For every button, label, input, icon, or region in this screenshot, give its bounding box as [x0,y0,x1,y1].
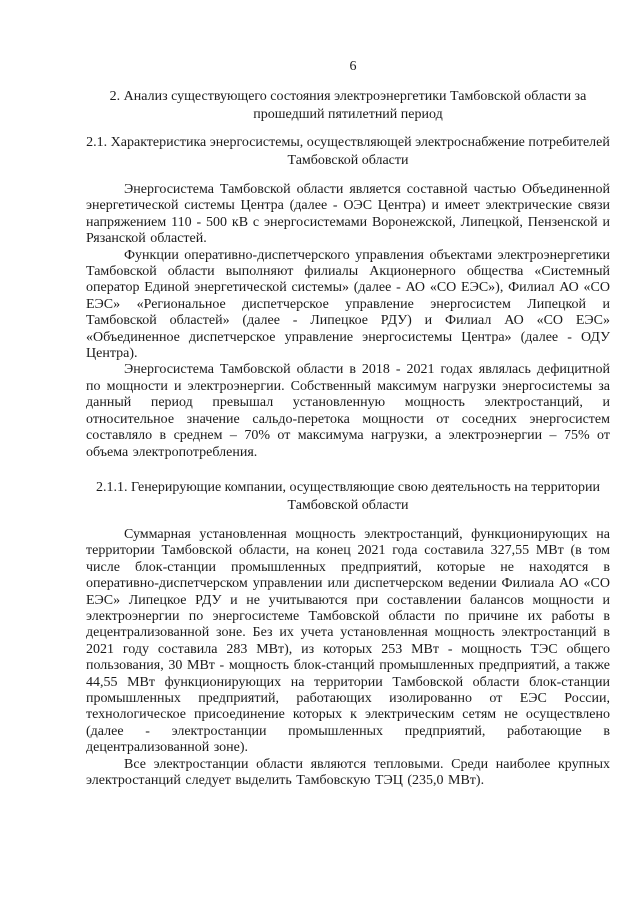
page-number: 6 [349,59,357,74]
paragraph-installed-capacity: Суммарная установленная мощность электростанций, функционирующих на территории Тамбовской области, на конец 2021 года составила 327,55 МВт (в том числе блок-станции промышленных предприятий, которые не находятся в оперативно-диспетчерском управлении или диспетчерском ведении Филиала АО «СО ЕЭС» Липецкое РДУ и не учитываются при составлении балансов мощности и электроэнергии по энергосистеме Тамбовской области по причине их работы в децентрализованной зоне. Без их учета установленная мощность электростанций в 2021 году составила 283 МВт), из которых 253 МВт - мощность ТЭС общего пользования, 30 МВт - мощность блок-станций промышленных предприятий, а также 44,55 МВт функционирующих на территории Тамбовской области блок-станции промышленных предприятий, работающих изолированно от ЕЭС России, технологическое присоединение которых к электрическим сетям не осуществлено (далее - электростанции промышленных предприятий, работающие в децентрализованной зоне). [86,526,610,756]
paragraph-dispatch-functions: Функции оперативно-диспетчерского управления объектами электроэнергетики Тамбовской области выполняют филиалы Акционерного общества «Системный оператор Единой энергетической системы» (далее - АО «СО ЕЭС»), Филиал АО «СО ЕЭС» «Региональное диспетчерское управление энергосистем Липецкой и Тамбовской областей» (далее - Липецкое РДУ) и Филиал АО «СО ЕЭС» «Объединенное диспетчерское управление энергосистемы Центра» (далее - ОДУ Центра). [86,247,610,362]
section-2-heading: 2. Анализ существующего состояния электроэнергетики Тамбовской области за прошедший пятилетний период [109,89,587,122]
paragraph-energy-system: Энергосистема Тамбовской области является составной частью Объединенной энергетической системы Центра (далее - ОЭС Центра) и имеет электрические связи напряжением 110 - 500 кВ с энергосистемами Воронежской, Липецкой, Пензенской и Рязанской областей. [86,182,610,247]
paragraph-thermal-plants: Все электростанции области являются тепловыми. Среди наиболее крупных электростанций следует выделить Тамбовскую ТЭЦ (235,0 МВт). [86,756,610,788]
paragraph-deficit: Энергосистема Тамбовской области в 2018 - 2021 годах являлась дефицитной по мощности и электроэнергии. Собственный максимум нагрузки энергосистемы за данный период превышал установленную мощность электростанций, и относительное значение сальдо-перетока мощности от соседних энергосистем составляло в среднем – 70% от максимума нагрузки, а электроэнергии – 75% от объема электропотребления. [86,362,610,460]
section-2-1-1-heading: 2.1.1. Генерирующие компании, осуществляющие свою деятельность на территории Тамбовской области [95,479,601,513]
document-page [86,58,610,789]
section-2-1-heading: 2.1. Характеристика энергосистемы, осуществляющей электроснабжение потребителей Тамбовской области [86,135,610,168]
